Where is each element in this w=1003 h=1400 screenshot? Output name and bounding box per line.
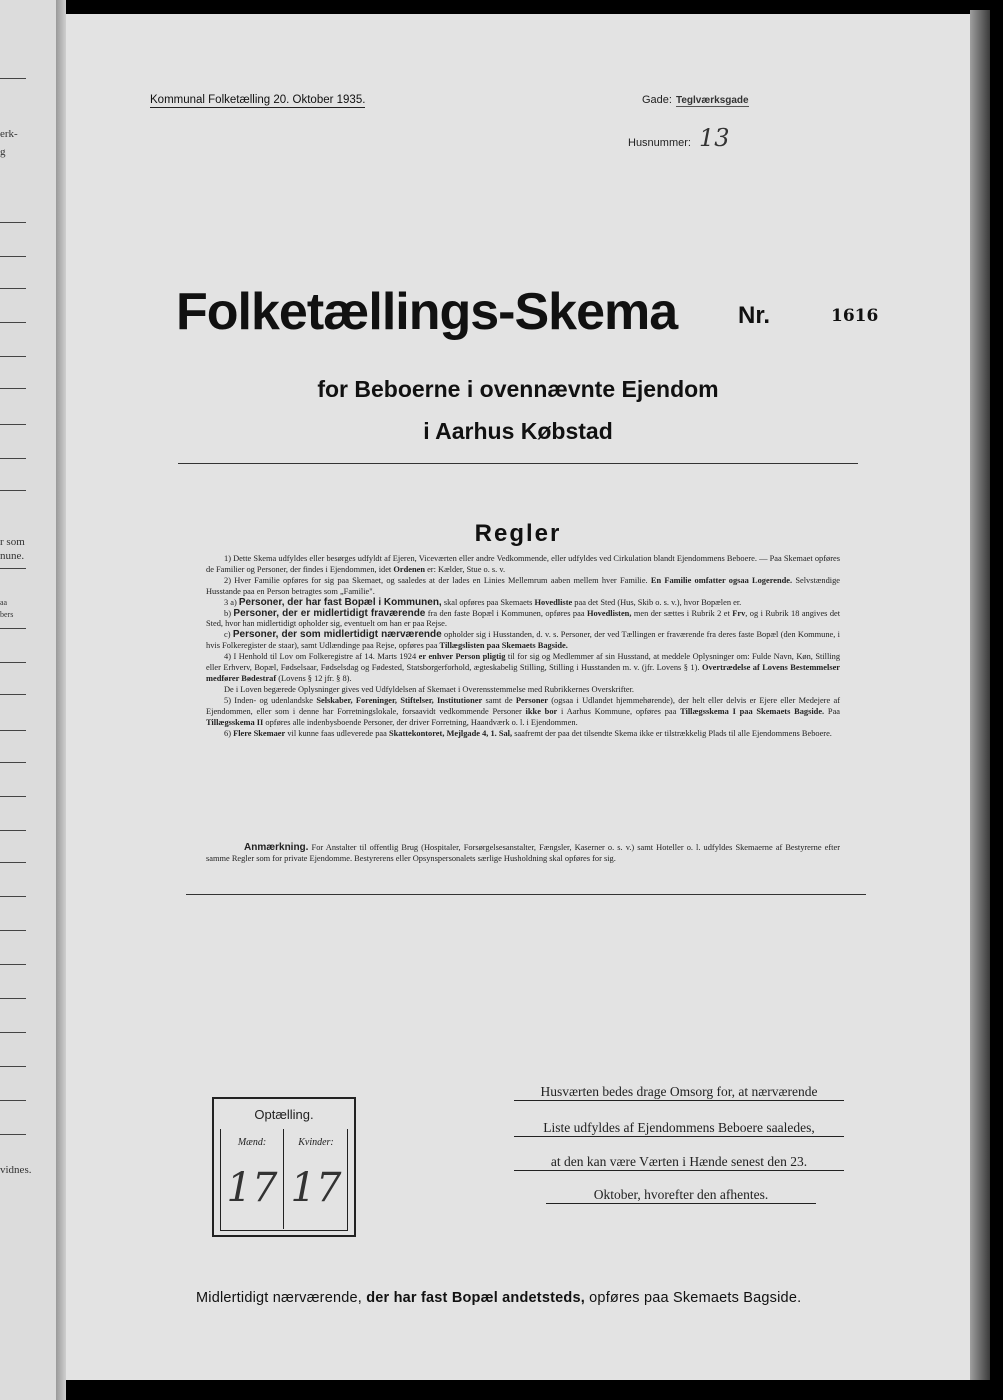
- left-rule: [0, 1100, 26, 1101]
- left-rule: [0, 862, 26, 863]
- street-label: Gade:: [642, 94, 672, 106]
- host-note-line: Husværten bedes drage Omsorg for, at nærværende: [514, 1083, 844, 1101]
- page-edge: [970, 10, 990, 1380]
- host-note-line: Liste udfyldes af Ejendommens Beboere saaledes,: [514, 1119, 844, 1137]
- rule-6: 6) Flere Skemaer vil kunne faas udleverede paa Skattekontoret, Mejlgade 4, 1. Sal, saafremt der paa det tilsendte Skema ikke er tilstrækkelig Plads til alle Ejendommens Beboere.: [224, 728, 832, 738]
- left-rule: [0, 568, 26, 569]
- rules-heading: Regler: [474, 520, 562, 547]
- left-rule: [0, 356, 26, 357]
- form-title: Folketællings-Skema: [176, 283, 678, 341]
- left-rule: [0, 964, 26, 965]
- rules-text: [206, 554, 840, 739]
- left-rule: [0, 796, 26, 797]
- left-rule: [0, 424, 26, 425]
- left-fragment: aa: [0, 598, 8, 607]
- left-fragment: erk-: [0, 128, 18, 140]
- form-subtitle-city: i Aarhus Købstad: [423, 418, 613, 444]
- left-rule: [0, 388, 26, 389]
- street-field: [642, 90, 749, 108]
- rule-4: 4) I Henhold til Lov om Folkeregistre af 14. Marts 1924 er enhver Person pligtig til for sig og Medlemmer af sin Husstand, at meddele Oplysninger om: Fulde Navn, Køn, Stilling eller Erhverv, Bopæl, Fødselsaar, Fødselsdag og Fødested, Statsborgerforhold, ægteskabelig Stilling, Stilling i Husstanden m. v. (jfr. Lovens § 1). Overtrædelse af Lovens Bestemmelser medfører Bødestraf (Lovens § 12 jfr. § 8).: [206, 652, 841, 683]
- rule-5: 5) Inden- og udenlandske Selskaber, Foreninger, Stiftelser, Institutioner samt de Personer (ogsaa i Udlandet hjemmehørende), der helt eller delvis er Ejere eller Medejere af Ejendommen, eller som i denne har Forretningslokale, forsaavidt vedkommende Personer ikke bor i Aarhus Kommune, opføres paa Tillægsskema I paa Skemaets Bagside. Paa Tillægsskema II opføres alle indenbysboende Personer, der driver Forretning, Haandværk o. l. i Ejendommen.: [206, 695, 841, 727]
- left-rule: [0, 998, 26, 999]
- left-rule: [0, 830, 26, 831]
- count-box: [212, 1097, 356, 1237]
- form-number-label: Nr.: [738, 302, 771, 329]
- left-rule: [0, 930, 26, 931]
- form-subtitle-residents: for Beboerne i ovennævnte Ejendom: [317, 376, 719, 402]
- left-fragment: bers: [0, 610, 14, 619]
- rule-3b: b) Personer, der er midlertidigt fraværende fra den faste Bopæl i Kommunen, opføres paa Hovedlisten, men der sættes i Rubrik 2 et Frv, og i Rubrik 18 angives det Sted, hvor han midlertidigt opholder sig, eventuelt om han er paa Rejse.: [206, 607, 841, 629]
- footer-note: Midlertidigt nærværende, der har fast Bopæl andetsteds, opføres paa Skemaets Bagside.: [196, 1290, 802, 1306]
- left-rule: [0, 896, 26, 897]
- divider: [178, 463, 858, 464]
- remark-text: For Anstalter til offentlig Brug (Hospitaler, Forsørgelsesanstalter, Fængsler, Kaserner o. s. v.) samt Hoteller o. l. udfyldes Skemaerne af Bestyrerne efter samme Regler som for private Ejendomme. Bestyrerens eller Opsynspersonalets særlige Husholdning skal opføres for sig.: [206, 843, 841, 863]
- left-rule: [0, 762, 26, 763]
- left-rule: [0, 490, 26, 491]
- left-rule: [0, 458, 26, 459]
- census-form-page: [66, 14, 970, 1380]
- remark-lead: Anmærkning.: [244, 842, 309, 853]
- left-rule: [0, 1032, 26, 1033]
- rule-4-cont: De i Loven begærede Oplysninger gives ved Udfyldelsen af Skemaet i Overensstemmelse med Rubrikkernes Overskrifter.: [224, 684, 635, 694]
- house-number-label: Husnummer:: [628, 137, 691, 149]
- rule-3a: 3 a) Personer, der har fast Bopæl i Kommunen, skal opføres paa Skemaets Hovedliste paa det Sted (Hus, Skib o. s. v.), hvor Bopælen er.: [224, 596, 742, 608]
- men-label: Mænd:: [237, 1137, 267, 1148]
- host-note-line: Oktober, hvorefter den afhentes.: [546, 1186, 816, 1204]
- left-rule: [0, 694, 26, 695]
- left-rule: [0, 730, 26, 731]
- form-number-value: 1616: [831, 306, 879, 326]
- street-value: Teglværksgade: [675, 95, 749, 106]
- host-note-line: at den kan være Værten i Hænde senest den 23.: [514, 1153, 844, 1171]
- left-rule: [0, 222, 26, 223]
- remark-note: [206, 842, 840, 864]
- census-header-title: Kommunal Folketælling 20. Oktober 1935.: [150, 94, 366, 106]
- left-rule: [0, 662, 26, 663]
- left-rule: [0, 322, 26, 323]
- left-rule: [0, 288, 26, 289]
- left-rule: [0, 628, 26, 629]
- count-title: Optælling.: [254, 1107, 314, 1122]
- left-rule: [0, 1134, 26, 1135]
- left-facing-page: [0, 0, 56, 1400]
- left-fragment: vidnes.: [0, 1164, 32, 1176]
- house-number-value: 13: [698, 124, 730, 152]
- left-fragment: g: [0, 146, 6, 158]
- rule-1: 1) Dette Skema udfyldes eller besørges udfyldt af Ejeren, Viceværten eller andre Vedkommende, eller udfyldes ved Cirkulation blandt Ejendommens Beboere. — Paa Skemaet opføres de Familier og Personer, der findes i Ejendommen, idet Ordenen er: Kælder, Stue o. s. v.: [206, 554, 840, 574]
- men-count: 17: [226, 1165, 278, 1211]
- divider: [186, 894, 866, 895]
- house-number-field: [628, 124, 730, 152]
- rule-3c: c) Personer, der som midlertidigt nærværende opholder sig i Husstanden, d. v. s. Personer, der ved Tællingen er fraværende fra deres faste Bopæl (den Kommune, i hvis Folkeregister de staar), samt Udlændinge paa Rejse, opføres paa Tillægslisten paa Skemaets Bagside.: [206, 629, 841, 651]
- women-count: 17: [290, 1165, 342, 1211]
- rule-2: 2) Hver Familie opføres for sig paa Skemaet, og saaledes at der lades en Linies Mellemrum aaben mellem hver Familie. En Familie omfatter ogsaa Logerende. Selvstændige Husstande paa en Person betragtes som „Familie".: [206, 575, 841, 596]
- left-rule: [0, 1066, 26, 1067]
- left-rule: [0, 78, 26, 79]
- left-rule: [0, 256, 26, 257]
- women-label: Kvinder:: [298, 1137, 334, 1148]
- left-fragment: r som: [0, 536, 25, 548]
- book-gutter: [56, 0, 66, 1400]
- left-fragment: nune.: [0, 550, 25, 562]
